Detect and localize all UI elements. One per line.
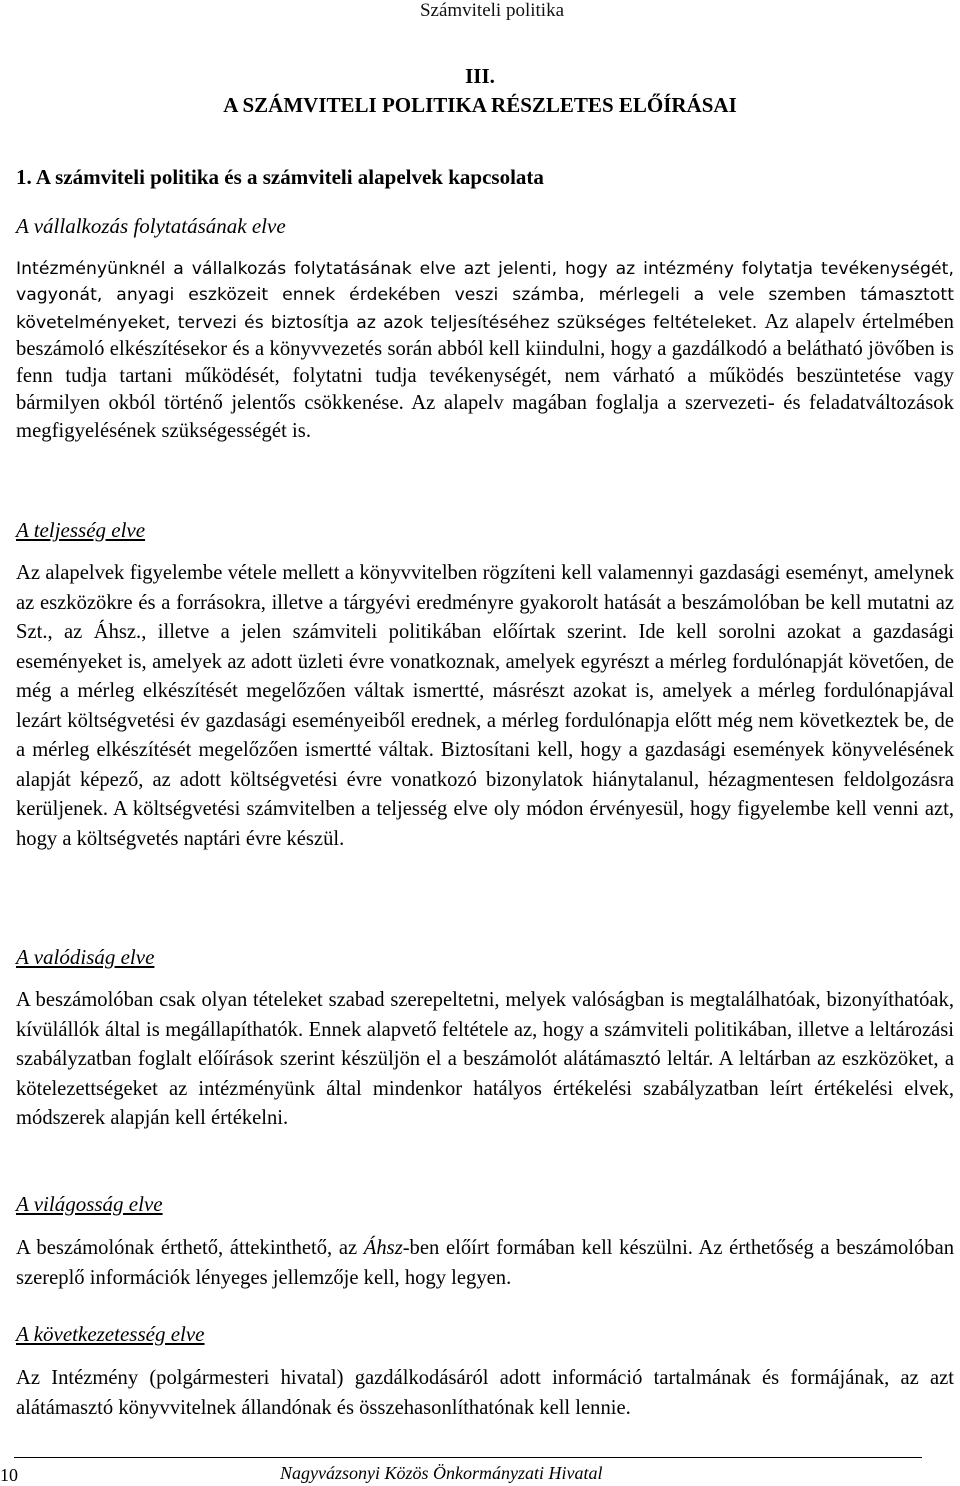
clarity-heading: A világosság elve [16,1192,163,1216]
consistency-paragraph: Az Intézmény (polgármesteri hivatal) gazdálkodásáról adott információ tartalmának és formájának, az azt alátámasztó könyvvitelnek állandónak és összehasonlíthatónak kell lennie. [16,1367,954,1419]
clarity-text-italic: Áhsz [363,1237,403,1259]
completeness-paragraph: Az alapelvek figyelembe vétele mellett a könyvvitelben rögzíteni kell valamennyi gazdasági eseményt, amelynek az eszközökre és a forrásokra, illetve a tárgyévi eredményre gyakorolt hatását a beszámolóban be kell mutatni az Szt., az Áhsz., illetve a jelen számviteli politikában előírtak szerint. Ide kell sorolni azokat a gazdasági eseményeket is, amelyek az adott üzleti évre vonatkoznak, amelyek egyrészt a mérleg fordulónapját követően, de még a mérleg elkészítését megelőzően váltak ismertté, másrészt azokat is, amelyek a mérleg fordulónapjával lezárt költségvetési év gazdasági eseményeiből erednek, a mérleg fordulónapja előtt még nem következtek be, de a mérleg elkészítését megelőzően ismertté váltak. Biztosítani kell, hogy a gazdasági események könyvelésének alapját képező, az adott költségvetési évre vonatkozó bizonylatok hiánytalanul, hézagmentesen feldolgozásra kerüljenek. A költségvetési számvitelben a teljesség elve oly módon érvényesül, hogy figyelembe kell venni azt, hogy a költségvetés naptári évre készül. [16,562,954,850]
chapter-number: III. [465,64,495,88]
going-concern-paragraph [16,256,954,445]
reality-paragraph: A beszámolóban csak olyan tételeket szabad szerepeltetni, melyek valóságban is megtalálhatóak, bizonyíthatóak, kívülállók által is megállapíthatók. Ennek alapvető feltétele az, hogy a számviteli politikában, illetve a leltározási szabályzatban foglalt előírások szerint készüljön el a beszámolót alátámasztó leltár. A leltárban az eszközöket, a kötelezettségeket az intézményünk által mindenkor hatályos értékelési szabályzatban leírt értékelési elvek, módszerek alapján kell értékelni. [16,989,954,1129]
running-header: Számviteli politika [419,0,564,21]
page-number: 10 [0,1465,18,1485]
completeness-heading: A teljesség elve [16,518,146,542]
footer-organization: Nagyvázsonyi Közös Önkormányzati Hivatal [280,1463,603,1483]
chapter-title: A SZÁMVITELI POLITIKA RÉSZLETES ELŐÍRÁSAI [223,93,737,117]
clarity-text-before: A beszámolónak érthető, áttekinthető, az [16,1237,364,1259]
going-concern-text-2: Az alapelv értelmében beszámoló elkészítésekor és a könyvvezetés során abból kell kiindulni, hogy a gazdálkodó a belátható jövőben is fenn tudja tartani működését, folytatni tudja tevékenységét, nem várható a működés beszüntetése vagy bármilyen okból történő jelentős csökkenése. Az alapelv magában foglalja a szervezeti- és feladatváltozások megfigyelésének szükségességét is. [16,310,955,442]
section-title: 1. A számviteli politika és a számviteli alapelvek kapcsolata [16,165,544,189]
consistency-heading: A következetesség elve [16,1322,205,1346]
clarity-paragraph [16,1234,954,1293]
footer-divider [14,1457,922,1458]
going-concern-text-1: Intézményünknél a vállalkozás folytatásának elve azt jelenti, hogy az intézmény folytatja tevékenységét, vagyonát, anyagi eszközeit ennek érdekében veszi számba, mérlegeli a vele szemben támasztott követelményeket, tervezi és biztosítja az azok teljesítéséhez szükséges feltételeket. [16,259,954,333]
going-concern-heading: A vállalkozás folytatásának elve [16,214,286,238]
reality-heading: A valódiság elve [16,945,155,969]
clarity-text-after: -ben előírt formában kell készülni. Az érthetőség a beszámolóban szereplő információk lényeges jellemzője kell, hogy legyen. [16,1237,955,1289]
